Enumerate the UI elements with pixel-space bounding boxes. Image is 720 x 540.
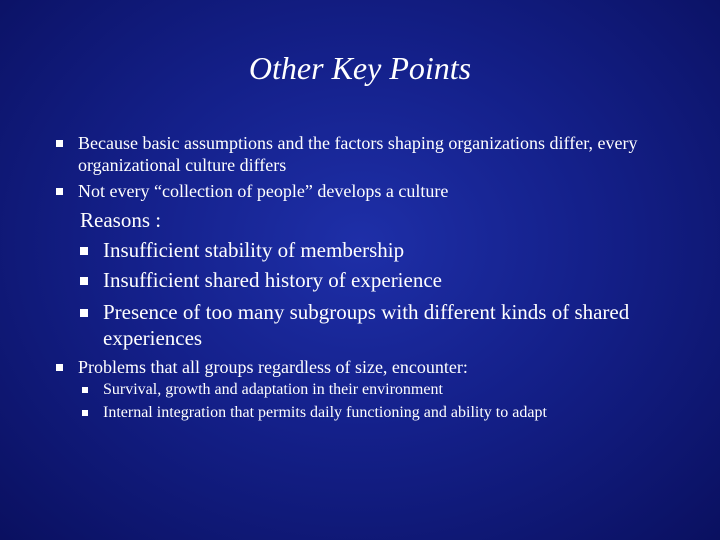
reasons-label: Reasons : <box>80 208 162 232</box>
bullet-text: Not every “collection of people” develops a culture <box>78 181 449 201</box>
bullet-text: Because basic assumptions and the factors shaping organizations differ, every organizational culture differs <box>78 133 638 175</box>
sub-bullet-item <box>82 380 682 400</box>
square-bullet-icon <box>56 364 63 371</box>
reason-text: Insufficient stability of membership <box>103 238 405 262</box>
square-bullet-icon <box>80 247 88 255</box>
reason-item <box>80 299 690 351</box>
bullet-item <box>56 132 696 176</box>
reason-item <box>80 237 690 263</box>
square-bullet-icon <box>56 140 63 147</box>
sub-bullet-item <box>82 403 682 423</box>
square-bullet-icon <box>80 277 88 285</box>
reason-text: Presence of too many subgroups with different kinds of shared experiences <box>103 300 630 350</box>
square-bullet-icon <box>80 309 88 317</box>
sub-bullet-text: Survival, growth and adaptation in their environment <box>103 381 443 398</box>
square-bullet-icon <box>82 387 88 393</box>
bullet-item <box>56 356 696 378</box>
slide-title: Other Key Points <box>248 50 472 86</box>
reason-item <box>80 267 690 293</box>
reason-text: Insufficient shared history of experience <box>103 268 442 292</box>
sub-bullet-text: Internal integration that permits daily functioning and ability to adapt <box>103 404 547 421</box>
square-bullet-icon <box>82 410 88 416</box>
problems-label: Problems that all groups regardless of size, encounter: <box>78 357 468 377</box>
square-bullet-icon <box>56 188 63 195</box>
bullet-item <box>56 180 696 202</box>
